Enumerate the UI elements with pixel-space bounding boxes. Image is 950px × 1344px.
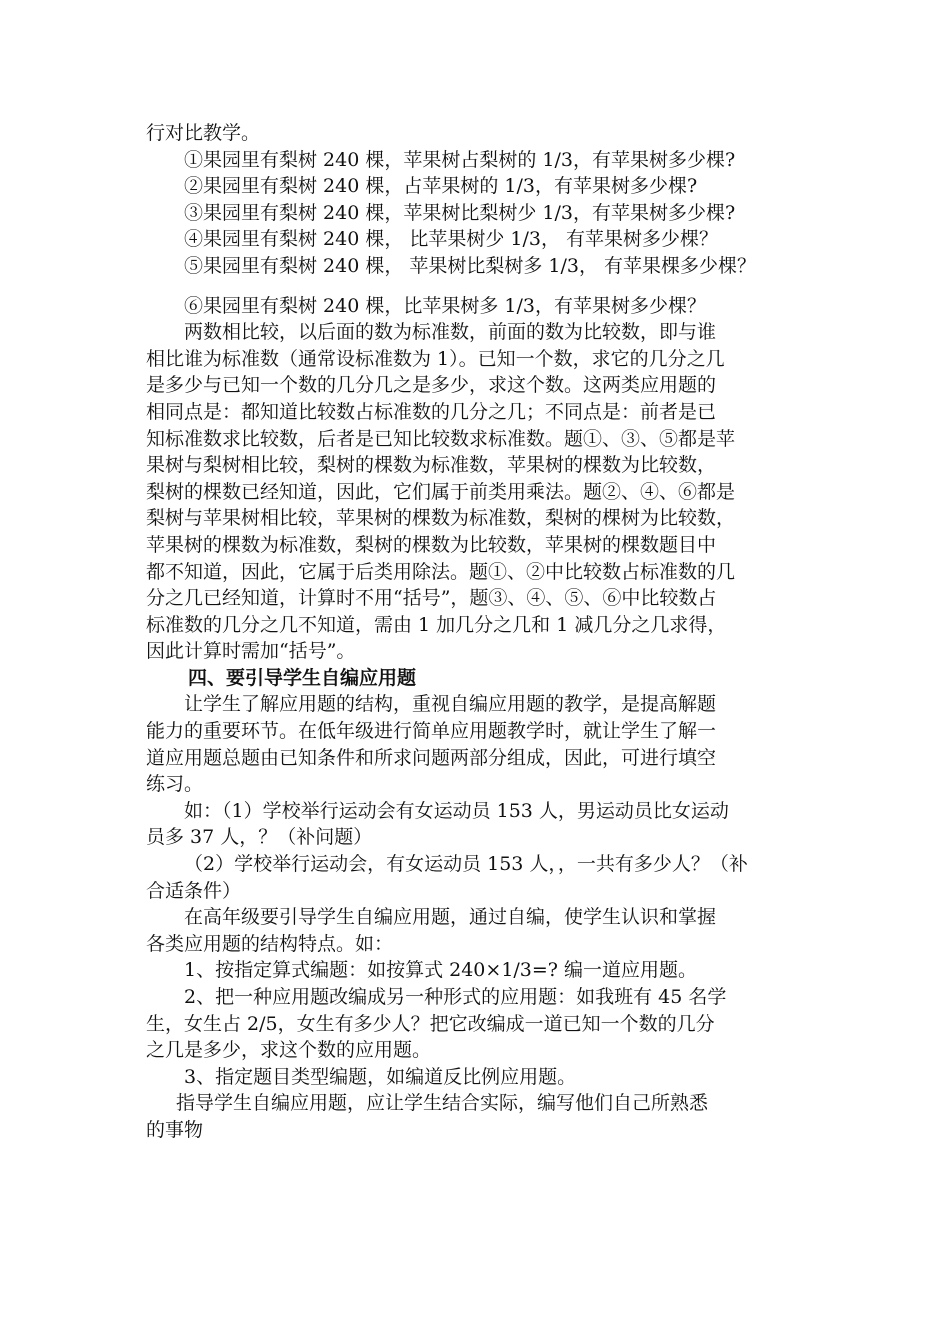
paragraph-line: 都不知道，因此，它属于后类用除法。题①、②中比较数占标准数的几	[146, 560, 736, 583]
example-line: （2）学校举行运动会，有女运动员 153 人，，一共有多少人？（补	[184, 853, 748, 876]
paragraph-line: 的事物	[146, 1118, 204, 1141]
paragraph-line: 让学生了解应用题的结构，重视自编应用题的教学，是提高解题	[184, 693, 717, 716]
paragraph-line: 分之几已经知道，计算时不用“括号”，题③、④、⑤、⑥中比较数占	[146, 587, 717, 610]
example-line: 如：（1）学校举行运动会有女运动员 153 人，男运动员比女运动	[184, 799, 729, 822]
paragraph-line: 是多少与已知一个数的几分几之是多少，求这个数。这两类应用题的	[146, 374, 717, 397]
paragraph-line: 苹果树的棵数为标准数，梨树的棵数为比较数，苹果树的棵数题目中	[146, 533, 717, 556]
section-heading: 四、要引导学生自编应用题	[188, 666, 417, 689]
list-item: 2、把一种应用题改编成另一种形式的应用题：如我班有 45 名学	[184, 986, 727, 1008]
paragraph-line: 在高年级要引导学生自编应用题，通过自编，使学生认识和掌握	[184, 906, 717, 929]
question-5: ⑤果园里有梨树 240 棵， 苹果树比梨树多 1/3， 有苹果棵多少棵？	[184, 254, 757, 277]
paragraph-line: 指导学生自编应用题，应让学生结合实际，编写他们自己所熟悉	[176, 1092, 709, 1115]
paragraph-line: 标准数的几分之几不知道，需由 1 加几分之几和 1 减几分之几求得，	[146, 613, 727, 636]
paragraph-line: 能力的重要环节。在低年级进行简单应用题教学时，就让学生了解一	[146, 720, 717, 743]
question-2: ②果园里有梨树 240 棵，占苹果树的 1/3，有苹果树多少棵?	[184, 175, 698, 198]
paragraph-line: 练习。	[146, 773, 204, 796]
example-line: 合适条件）	[146, 879, 242, 902]
question-4: ④果园里有梨树 240 棵， 比苹果树少 1/3， 有苹果树多少棵？	[184, 228, 719, 251]
list-item: 3、指定题目类型编题，如编道反比例应用题。	[184, 1065, 577, 1088]
blank-gap	[146, 280, 826, 293]
paragraph-line: 相同点是：都知道比较数占标准数的几分之几；不同点是：前者是已	[146, 400, 717, 423]
list-item: 之几是多少，求这个数的应用题。	[146, 1039, 432, 1062]
paragraph-line: 因此计算时需加“括号”。	[146, 640, 356, 663]
paragraph-line: 两数相比较，以后面的数为标准数，前面的数为比较数，即与谁	[184, 321, 717, 344]
paragraph-line: 知标准数求比较数，后者是已知比较数求标准数。题①、③、⑤都是苹	[146, 427, 736, 450]
paragraph-line: 各类应用题的结构特点。如：	[146, 932, 394, 955]
paragraph-line: 相比谁为标准数（通常设标准数为 1）。已知一个数，求它的几分之几	[146, 347, 725, 370]
list-item: 生，女生占 2/5，女生有多少人？把它改编成一道已知一个数的几分	[146, 1012, 715, 1035]
paragraph-line: 道应用题总题由已知条件和所求问题两部分组成，因此，可进行填空	[146, 746, 717, 769]
question-1: ①果园里有梨树 240 棵，苹果树占梨树的 1/3，有苹果树多少棵?	[184, 148, 736, 171]
example-line: 员多 37 人，？（补问题）	[146, 826, 373, 849]
paragraph-line: 行对比教学。	[146, 122, 261, 144]
paragraph-line: 梨树的棵数已经知道，因此，它们属于前类用乘法。题②、④、⑥都是	[146, 480, 736, 503]
paragraph-line: 果树与梨树相比较，梨树的棵数为标准数，苹果树的棵数为比较数，	[146, 454, 717, 477]
list-item: 1、按指定算式编题：如按算式 240×1/3=? 编一道应用题。	[184, 959, 698, 982]
question-3: ③果园里有梨树 240 棵，苹果树比梨树少 1/3，有苹果树多少棵?	[184, 201, 736, 224]
question-6: ⑥果园里有梨树 240 棵，比苹果树多 1/3，有苹果树多少棵？	[184, 294, 706, 317]
document-body	[146, 120, 826, 1144]
paragraph-line: 梨树与苹果树相比较，苹果树的棵数为标准数，梨树的棵树为比较数，	[146, 507, 736, 530]
